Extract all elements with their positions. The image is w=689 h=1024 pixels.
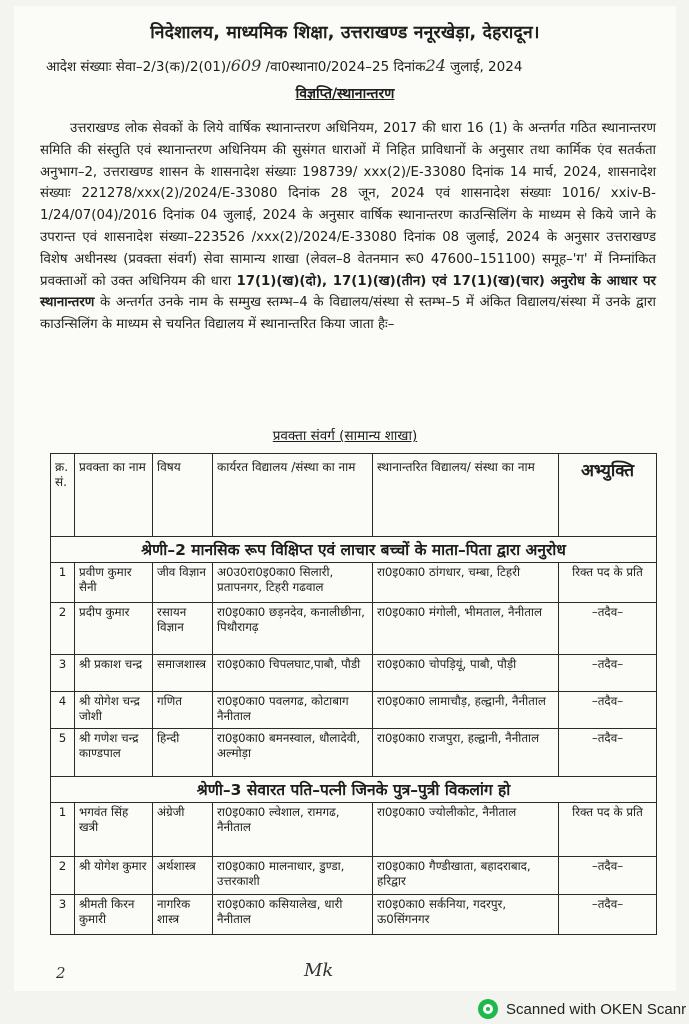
- cell-name: श्रीमती किरन कुमारी: [75, 895, 153, 935]
- cell-sno: 2: [51, 603, 75, 655]
- table-row: [51, 655, 657, 692]
- cell-name: श्री योगेश कुमार: [75, 857, 153, 895]
- cell-transferred-school: रा0इ0का0 सर्कनिया, गदरपुर, ऊ0सिंगनगर: [373, 895, 559, 935]
- cell-current-school: अ0उ0रा0इ0का0 सिलारी, प्रतापनगर, टिहरी गढवाल: [213, 563, 373, 603]
- header-name: प्रवक्ता का नाम: [75, 454, 153, 537]
- cell-name: श्री गणेश चन्द्र काण्डपाल: [75, 729, 153, 777]
- category-3-heading: श्रेणी–3 सेवारत पति–पत्नी जिनके पुत्र–पुत्री विकलांग हो: [51, 777, 657, 803]
- header-transferred-school: स्थानान्तरित विद्यालय/ संस्था का नाम: [373, 454, 559, 537]
- order-prefix: आदेश संख्याः सेवा–2/3(क)/2(01)/: [46, 59, 231, 75]
- cell-subject: अर्थशास्त्र: [153, 857, 213, 895]
- notice-heading: विज्ञप्ति/स्थानान्तरण: [295, 86, 395, 102]
- cell-subject: नागरिक शास्त्र: [153, 895, 213, 935]
- table-row: [51, 563, 657, 603]
- cell-name: श्री योगेश चन्द्र जोशी: [75, 692, 153, 729]
- cell-transferred-school: रा0इ0का0 ज्योलीकोट, नैनीताल: [373, 803, 559, 857]
- cell-subject: रसायन विज्ञान: [153, 603, 213, 655]
- cell-current-school: रा0इ0का0 चिपलघाट,पाबौ, पौडी: [213, 655, 373, 692]
- cell-subject: अंग्रेजी: [153, 803, 213, 857]
- cadre-heading: प्रवक्ता संवर्ग (सामान्य शाखा): [272, 428, 418, 444]
- cell-name: श्री प्रकाश चन्द्र: [75, 655, 153, 692]
- body-bold-section: 17(1)(ख)(दो), 17(1)(ख)(तीन) एवं 17(1)(ख)(चार) अनुरोध के आधार पर स्थानान्तरण: [40, 273, 656, 311]
- order-body-paragraph: [40, 118, 656, 336]
- header-subject: विषय: [153, 454, 213, 537]
- header-remarks: अभ्युक्ति: [559, 454, 657, 537]
- transfer-table: [50, 453, 657, 935]
- cell-sno: 4: [51, 692, 75, 729]
- document-page: [14, 6, 676, 991]
- cell-remarks: रिक्त पद के प्रति: [559, 563, 657, 603]
- cell-sno: 1: [51, 563, 75, 603]
- scanner-watermark: [478, 998, 686, 1020]
- page-mark: 2: [56, 964, 66, 982]
- order-suffix: जुलाई, 2024: [445, 59, 523, 75]
- cell-remarks: –तदैव–: [559, 857, 657, 895]
- cell-remarks: –तदैव–: [559, 603, 657, 655]
- oken-logo-icon: [478, 999, 498, 1019]
- cell-sno: 2: [51, 857, 75, 895]
- table-header-row: [51, 454, 657, 537]
- header-sno: क्र. सं.: [51, 454, 75, 537]
- table-row: [51, 895, 657, 935]
- scanner-text: Scanned with OKEN Scanr: [506, 1000, 687, 1018]
- cell-current-school: रा0इ0का0 छड़नदेव, कनालीछीना, पिथौरागढ़: [213, 603, 373, 655]
- table-row: [51, 803, 657, 857]
- cell-remarks: –तदैव–: [559, 655, 657, 692]
- cell-subject: समाजशास्त्र: [153, 655, 213, 692]
- body-part-1: उत्तराखण्ड लोक सेवकों के लिये वार्षिक स्थानान्तरण अधिनियम, 2017 की धारा 16 (1) के अन्तर्गत गठित स्थानान्तरण समिति की संस्तुति एवं स्थानान्तरण अधिनियम की सुसंगत धाराओं में निहित प्राविधानों के अनुसार तथा कार्मिक एंव सतर्कता अनुभाग–2, उत्तराखण्ड शासन के शासनादेश संख्याः 198739/ xxx(2)/E-33080 दिनांक 14 मार्च, 2024, शासनादेश संख्याः 221278/xxx(2)/2024/E-33080 दिनांक 28 जून, 2024 एवं शासनादेश संख्याः 1016/ xxiv-B-1/24/07(04)/2016 दिनांक 04 जुलाई, 2024 के अनुसार वार्षिक स्थानान्तरण काउन्सिलिंग के माध्यम से किये जाने के उपरान्त एवं शासनादेश संख्या–223526 /xxx(2)/2024/E-33080 दिनांक 08 जुलाई, 2024 के अनुसार उत्तराखण्ड विशेष अधीनस्थ (प्रवक्ता संवर्ग) सेवा सामान्य शाखा (लेवल–8 वेतनमान रू0 47600–151100) समूह–'ग' में निम्नांकित प्रवक्ताओं को उक्त अधिनियम की धारा: [40, 121, 656, 289]
- cell-current-school: रा0इ0का0 कसियालेख, धारी नैनीताल: [213, 895, 373, 935]
- cell-current-school: रा0इ0का0 ल्वेशाल, रामगढ, नैनीताल: [213, 803, 373, 857]
- cell-subject: जीव विज्ञान: [153, 563, 213, 603]
- cell-sno: 3: [51, 895, 75, 935]
- cell-transferred-school: रा0इ0का0 लामाचौड़, हल्द्वानी, नैनीताल: [373, 692, 559, 729]
- handwritten-order-number: 609: [230, 56, 262, 75]
- cell-remarks: रिक्त पद के प्रति: [559, 803, 657, 857]
- cell-sno: 5: [51, 729, 75, 777]
- category-row: [51, 537, 657, 563]
- cell-transferred-school: रा0इ0का0 गैण्डीखाता, बहादराबाद, हरिद्वार: [373, 857, 559, 895]
- cell-current-school: रा0इ0का0 बमनस्वाल, धौलादेवी, अल्मोड़ा: [213, 729, 373, 777]
- cell-sno: 1: [51, 803, 75, 857]
- cell-current-school: रा0इ0का0 पवलगढ, कोटाबाग नैनीताल: [213, 692, 373, 729]
- table-row: [51, 692, 657, 729]
- cell-sno: 3: [51, 655, 75, 692]
- order-number-line: [46, 56, 676, 75]
- header-current-school: कार्यरत विद्यालय /संस्था का नाम: [213, 454, 373, 537]
- cell-remarks: –तदैव–: [559, 692, 657, 729]
- cell-transferred-school: रा0इ0का0 राजपुरा, हल्द्वानी, नैनीताल: [373, 729, 559, 777]
- cell-transferred-school: रा0इ0का0 मंगोली, भीमताल, नैनीताल: [373, 603, 559, 655]
- table-row: [51, 857, 657, 895]
- category-2-heading: श्रेणी–2 मानसिक रूप विक्षिप्त एवं लाचार बच्चों के माता–पिता द्वारा अनुरोध: [51, 537, 657, 563]
- table-row: [51, 603, 657, 655]
- signature: Mk: [304, 960, 334, 981]
- category-row: [51, 777, 657, 803]
- order-mid: /वा0स्थाना0/2024–25 दिनांक: [261, 59, 426, 75]
- cell-name: प्रदीप कुमार: [75, 603, 153, 655]
- cell-current-school: रा0इ0का0 मालनाधार, डुण्डा, उत्तरकाशी: [213, 857, 373, 895]
- cell-name: प्रवीण कुमार सैनी: [75, 563, 153, 603]
- cell-transferred-school: रा0इ0का0 चोपड़ियूं, पाबौ, पौड़ी: [373, 655, 559, 692]
- body-part-2: के अन्तर्गत उनके नाम के सम्मुख स्तम्भ–4 के विद्यालय/संस्था से स्तम्भ–5 में अंकित विद्यालय/संस्था में उनके द्वारा काउन्सिलिंग के माध्यम से चयनित विद्यालय में स्थानान्तरित किया जाता हैः–: [40, 295, 656, 333]
- cell-remarks: –तदैव–: [559, 895, 657, 935]
- cell-remarks: –तदैव–: [559, 729, 657, 777]
- cell-name: भगवंत सिंह खत्री: [75, 803, 153, 857]
- handwritten-day: 24: [425, 56, 446, 75]
- cell-transferred-school: रा0इ0का0 ठांगधार, चम्बा, टिहरी: [373, 563, 559, 603]
- cell-subject: हिन्दी: [153, 729, 213, 777]
- office-title: निदेशालय, माध्यमिक शिक्षा, उत्तराखण्ड ननूरखेड़ा, देहरादून।: [150, 23, 540, 43]
- cell-subject: गणित: [153, 692, 213, 729]
- table-row: [51, 729, 657, 777]
